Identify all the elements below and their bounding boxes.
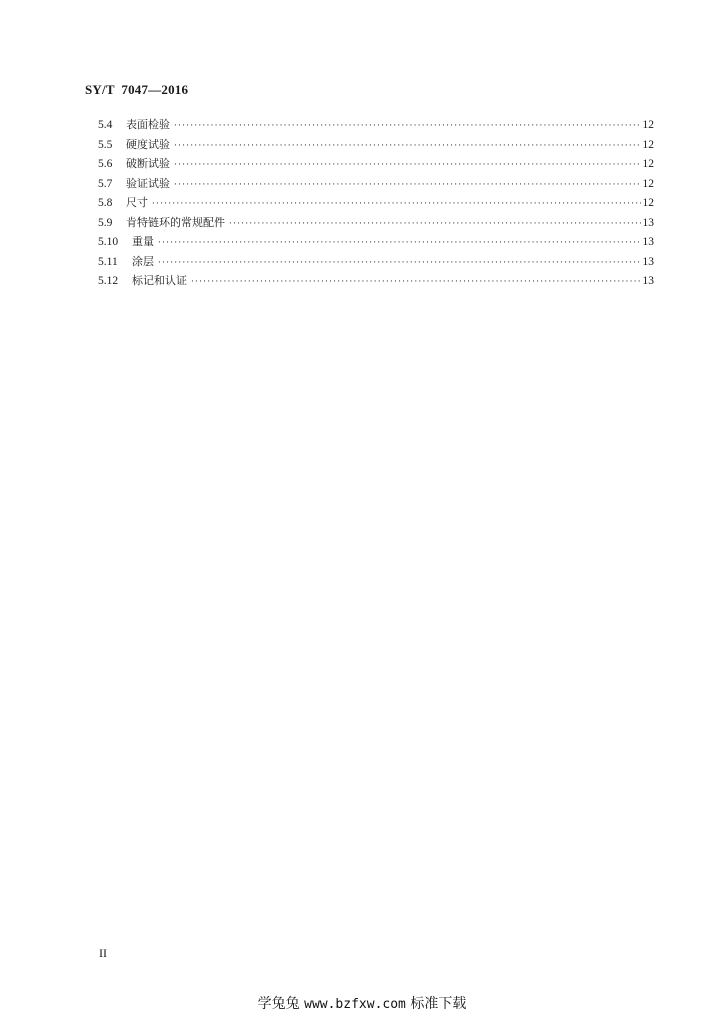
toc-entry-page: 13 <box>642 255 654 268</box>
toc-entry-page: 13 <box>642 275 654 287</box>
standard-code-header: SY/T 7047—2016 <box>85 82 189 97</box>
toc-entry-number: 5.4 <box>98 119 113 131</box>
page-number: II <box>99 946 107 960</box>
toc-leader-dots <box>174 156 641 176</box>
toc-entry-5-7[interactable] <box>98 174 654 194</box>
toc-entry-title: 破断试验 <box>126 157 170 170</box>
toc-entry-5-6[interactable] <box>98 154 654 174</box>
toc-entry-page: 12 <box>642 158 654 170</box>
toc-leader-dots <box>174 137 641 157</box>
toc-leader-dots <box>152 195 641 215</box>
footer-site-link[interactable]: www.bzfxw.com <box>304 997 406 1012</box>
toc-entry-5-12[interactable] <box>98 271 654 291</box>
toc-entry-title: 肯特链环的常规配件 <box>126 215 225 229</box>
toc-entry-5-10[interactable] <box>98 232 654 252</box>
toc-entry-page: 12 <box>642 119 654 131</box>
footer-prefix: 学兔兔 <box>257 996 300 1012</box>
toc-entry-number: 5.8 <box>98 197 113 209</box>
toc-entry-5-11[interactable] <box>98 252 654 272</box>
toc-entry-5-9[interactable] <box>98 213 654 233</box>
toc-leader-dots <box>158 234 641 254</box>
toc-entry-number: 5.9 <box>98 216 113 229</box>
toc-entry-title: 涂层 <box>132 254 154 268</box>
toc-entry-page: 13 <box>642 236 654 248</box>
toc-entry-page: 13 <box>642 216 654 229</box>
toc-entry-number: 5.11 <box>98 255 118 268</box>
toc-leader-dots <box>174 117 641 137</box>
toc-entry-number: 5.5 <box>98 138 113 151</box>
toc-entry-5-4[interactable] <box>98 115 654 135</box>
toc-entry-page: 12 <box>642 197 654 209</box>
toc-entry-number: 5.10 <box>98 236 119 248</box>
toc-entry-number: 5.6 <box>98 158 113 170</box>
toc-entry-title: 尺寸 <box>126 196 148 209</box>
toc-entry-title: 验证试验 <box>126 176 170 190</box>
toc-entry-title: 硬度试验 <box>126 137 170 151</box>
toc-entry-title: 标记和认证 <box>132 274 187 287</box>
toc-leader-dots <box>174 176 641 196</box>
toc-entry-title: 表面检验 <box>126 118 170 131</box>
toc-leader-dots <box>191 273 641 293</box>
footer-suffix: 标准下载 <box>410 996 467 1012</box>
watermark-footer <box>0 993 724 1013</box>
toc-leader-dots <box>158 254 641 274</box>
toc-entry-number: 5.7 <box>98 177 113 190</box>
toc-leader-dots <box>229 215 641 235</box>
toc-entry-5-5[interactable] <box>98 135 654 155</box>
toc-entry-number: 5.12 <box>98 275 119 287</box>
table-of-contents <box>98 115 654 291</box>
toc-entry-page: 12 <box>642 177 654 190</box>
toc-entry-page: 12 <box>642 138 654 151</box>
toc-entry-5-8[interactable] <box>98 193 654 213</box>
toc-entry-title: 重量 <box>132 235 154 248</box>
